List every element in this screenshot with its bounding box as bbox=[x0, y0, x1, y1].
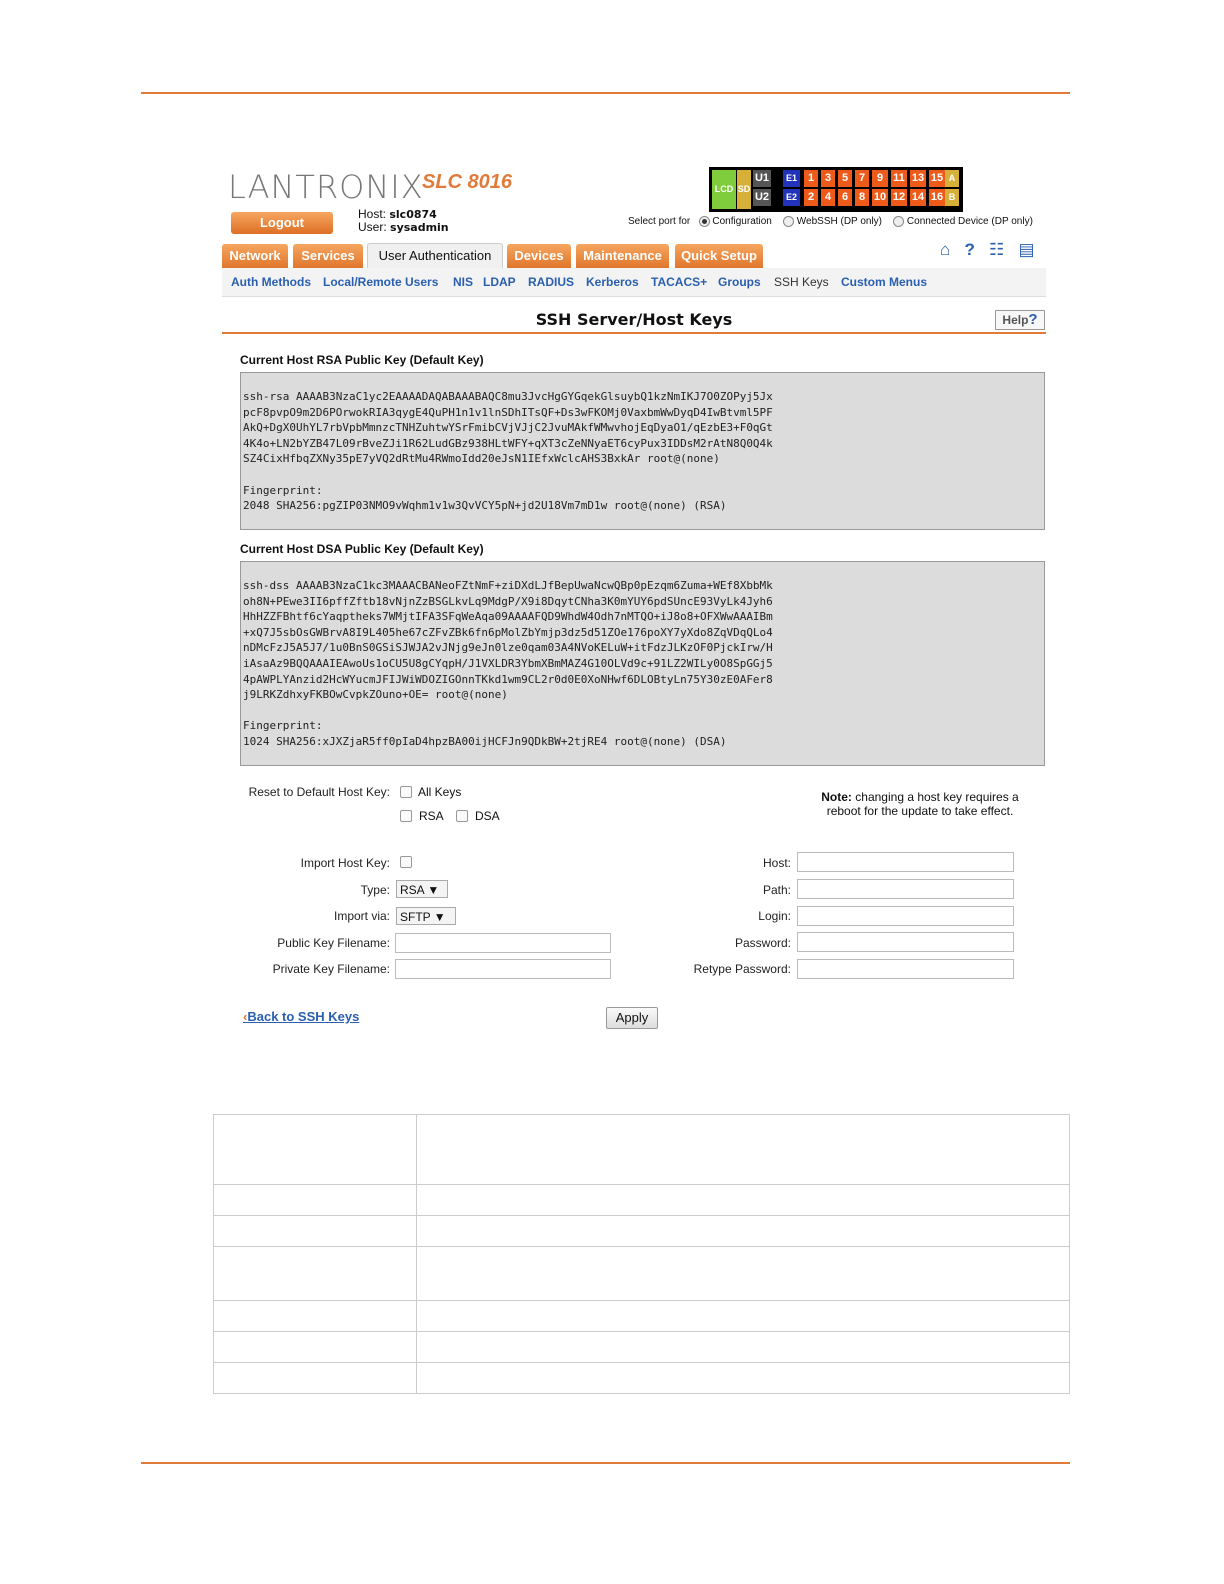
option-configuration: Configuration bbox=[712, 216, 772, 228]
question-icon: ? bbox=[1028, 311, 1038, 328]
help-button[interactable] bbox=[995, 310, 1045, 330]
public-key-filename-input[interactable] bbox=[395, 933, 611, 953]
field-description-table bbox=[213, 1114, 1070, 1394]
table-cell bbox=[417, 1115, 1070, 1185]
tab-network[interactable]: Network bbox=[222, 244, 288, 268]
private-key-filename-label: Private Key Filename: bbox=[272, 962, 390, 976]
usb-port-u1[interactable]: U1 bbox=[753, 170, 771, 187]
note-bold: Note: bbox=[821, 790, 852, 804]
import-via-value: SFTP bbox=[400, 910, 431, 924]
table-row bbox=[214, 1185, 1070, 1216]
login-label: Login: bbox=[758, 909, 791, 923]
radio-webssh[interactable] bbox=[783, 216, 794, 227]
path-input[interactable] bbox=[797, 879, 1014, 899]
serial-port-16[interactable]: 16 bbox=[929, 189, 945, 206]
tab-services[interactable]: Services bbox=[293, 244, 363, 268]
reset-label: Reset to Default Host Key: bbox=[248, 785, 390, 799]
subnav-nis[interactable]: NIS bbox=[453, 275, 474, 289]
rsa-reset-label: RSA bbox=[419, 809, 444, 823]
host-label: Host: bbox=[358, 207, 387, 221]
chevron-left-icon: ‹ bbox=[243, 1009, 248, 1024]
radio-connected-device[interactable] bbox=[893, 216, 904, 227]
table-cell bbox=[417, 1216, 1070, 1247]
host-input[interactable] bbox=[797, 852, 1014, 872]
import-via-label: Import via: bbox=[333, 909, 390, 923]
subnav-custom-menus[interactable]: Custom Menus bbox=[841, 275, 928, 289]
sitemap-icon[interactable]: ☷ bbox=[989, 240, 1005, 259]
radio-configuration[interactable] bbox=[699, 216, 710, 227]
bottom-rule bbox=[141, 1462, 1070, 1464]
table-cell bbox=[417, 1301, 1070, 1332]
help-label: Help bbox=[1002, 313, 1029, 327]
table-cell bbox=[214, 1247, 417, 1301]
subnav-groups[interactable]: Groups bbox=[718, 275, 761, 289]
path-label: Path: bbox=[762, 883, 791, 897]
import-host-key-label: Import Host Key: bbox=[300, 856, 390, 870]
model-name: SLC 8016 bbox=[422, 171, 513, 193]
eth-port-e1[interactable]: E1 bbox=[783, 170, 800, 187]
note-line1: changing a host key requires a bbox=[855, 790, 1019, 804]
title-underline bbox=[222, 332, 1046, 334]
dsa-reset-label: DSA bbox=[475, 809, 500, 823]
back-to-ssh-keys-link[interactable] bbox=[243, 1009, 359, 1024]
serial-port-11[interactable]: 11 bbox=[891, 170, 907, 187]
page-title: SSH Server/Host Keys bbox=[535, 310, 733, 329]
host-value: slc0874 bbox=[389, 208, 437, 221]
host-info bbox=[358, 208, 449, 234]
serial-port-15[interactable]: 15 bbox=[929, 170, 945, 187]
serial-port-8[interactable]: 8 bbox=[855, 189, 869, 206]
serial-port-3[interactable]: 3 bbox=[821, 170, 835, 187]
toolbar-icons bbox=[940, 240, 1035, 260]
note-line2: reboot for the update to take effect. bbox=[826, 804, 1014, 818]
serial-port-6[interactable]: 6 bbox=[838, 189, 852, 206]
serial-port-10[interactable]: 10 bbox=[872, 189, 888, 206]
option-webssh: WebSSH (DP only) bbox=[796, 216, 882, 228]
table-cell bbox=[214, 1185, 417, 1216]
display-icon[interactable]: ▤ bbox=[1018, 240, 1035, 259]
table-cell bbox=[214, 1115, 417, 1185]
host-label: Host: bbox=[762, 856, 791, 870]
serial-port-2[interactable]: 2 bbox=[804, 189, 818, 206]
private-key-filename-input[interactable] bbox=[395, 959, 611, 979]
lcd-port[interactable]: LCD bbox=[712, 170, 736, 209]
type-select[interactable] bbox=[396, 880, 448, 898]
subnav-tacacs[interactable]: TACACS+ bbox=[651, 275, 708, 289]
usb-port-u2[interactable]: U2 bbox=[753, 189, 771, 206]
sd-port[interactable]: SD bbox=[737, 170, 751, 209]
serial-port-5[interactable]: 5 bbox=[838, 170, 852, 187]
port-b[interactable]: B bbox=[945, 189, 959, 206]
retype-password-label: Retype Password: bbox=[693, 962, 791, 976]
import-host-key-checkbox[interactable] bbox=[400, 856, 412, 868]
tab-maintenance[interactable]: Maintenance bbox=[576, 244, 669, 268]
table-cell bbox=[417, 1332, 1070, 1363]
help-icon[interactable]: ? bbox=[964, 240, 975, 259]
dropdown-arrow-icon: ▼ bbox=[433, 910, 446, 924]
table-row bbox=[214, 1332, 1070, 1363]
subnav-ssh-keys[interactable]: SSH Keys bbox=[774, 275, 829, 289]
dsa-key-heading: Current Host DSA Public Key (Default Key) bbox=[240, 542, 484, 556]
table-row bbox=[214, 1247, 1070, 1301]
apply-button[interactable]: Apply bbox=[606, 1007, 658, 1029]
subnav-ldap[interactable]: LDAP bbox=[483, 275, 516, 289]
subnav-local-remote-users[interactable]: Local/Remote Users bbox=[323, 275, 439, 289]
tab-user-authentication[interactable]: User Authentication bbox=[367, 243, 503, 270]
serial-port-12[interactable]: 12 bbox=[891, 189, 907, 206]
login-input[interactable] bbox=[797, 906, 1014, 926]
serial-port-9[interactable]: 9 bbox=[872, 170, 888, 187]
back-label: Back to SSH Keys bbox=[247, 1009, 360, 1024]
home-icon[interactable]: ⌂ bbox=[940, 240, 951, 259]
all-keys-checkbox[interactable] bbox=[400, 786, 412, 798]
port-a[interactable]: A bbox=[945, 170, 959, 187]
table-cell bbox=[417, 1247, 1070, 1301]
rsa-key-heading: Current Host RSA Public Key (Default Key) bbox=[240, 353, 484, 367]
all-keys-label: All Keys bbox=[418, 785, 462, 799]
table-cell bbox=[214, 1363, 417, 1394]
user-value: sysadmin bbox=[390, 221, 449, 234]
password-label: Password: bbox=[734, 936, 791, 950]
table-row bbox=[214, 1115, 1070, 1185]
logout-button[interactable]: Logout bbox=[231, 212, 333, 234]
serial-port-13[interactable]: 13 bbox=[910, 170, 926, 187]
password-input[interactable] bbox=[797, 932, 1014, 952]
serial-port-4[interactable]: 4 bbox=[821, 189, 835, 206]
user-label: User: bbox=[358, 220, 387, 234]
rsa-key-box: ssh-rsa AAAAB3NzaC1yc2EAAAADAQABAAABAQC8mu3JvcHgGYGqekGlsuybQ1kzNmIKJ7O0ZOPyj5Jx pcF8pvpO9m2D6POrwokRIA3qygE4QuPH1n1v1lnSDhITsQF+Ds3wFKOMj0VaxbmWwDyqD4IwBtvml5PF AkQ+DgX0UhYL7rbVpbMmnzcTNHZuhtwYSrFmibCVjVJjC2JvuMAkfWMwvhojEqDyaO1/qEzbE3+F0qGt 4K4o+LN2bYZB47L09rBveZJi1R62LudGBz938HLtWFY+qXT3cZeNNyaET6cyPux3IDDsM2rAtN8Q0Q4k SZ4CixHfbqZXNy35pE7yVQ2dRtMu4RWmoIdd20eJsN1IEfxWclcAHS3BxkAr root@(none) Fingerprint: 2048 SHA256:pgZIP03NMO9vWqhm1v1w3QvVCY5pN+jd2U18Vm7mD1w root@(none) (RSA) bbox=[240, 372, 1045, 530]
lantronix-logo: LANTRONIX bbox=[228, 168, 424, 206]
retype-password-input[interactable] bbox=[797, 959, 1014, 979]
top-rule bbox=[141, 92, 1070, 94]
serial-port-1[interactable]: 1 bbox=[804, 170, 818, 187]
eth-port-e2[interactable]: E2 bbox=[783, 189, 800, 206]
note-text bbox=[790, 790, 1050, 818]
subnav-auth-methods[interactable]: Auth Methods bbox=[231, 275, 311, 289]
table-row bbox=[214, 1301, 1070, 1332]
option-connected-device: Connected Device (DP only) bbox=[906, 216, 1033, 228]
table-cell bbox=[417, 1363, 1070, 1394]
table-cell bbox=[417, 1185, 1070, 1216]
tab-quick-setup[interactable]: Quick Setup bbox=[675, 244, 763, 268]
select-port-label: Select port for bbox=[628, 216, 691, 228]
public-key-filename-label: Public Key Filename: bbox=[277, 936, 390, 950]
port-status-panel bbox=[709, 167, 963, 212]
dsa-key-box: ssh-dss AAAAB3NzaC1kc3MAAACBANeoFZtNmF+ziDXdLJfBepUwaNcwQBp0pEzqm6Zuma+WEf8XbbMk oh8N+PEwe3II6pffZftb18vNjnZzBSGLkvLq9MdgP/X9i8DqytCNha3K0mYUY6pdSUncE93VyLk4Jyh6 HhHZZFBhtf6cYaqptheks7WMjtIFA3SFqWeAqa09AAAAFQD9WhdW4Odh7nMTQO+iJ8o8+OFXWwAAAIBm +xQ7J5sbOsGWBrvA8I9L405he67cZFvZBk6fn6pMolZbYmjp3dz5d51ZOe176poXY7yXdo8ZqVDqQLo4 nDMcFzJ5A5J7/1u0BnS0GSiSJWJA2vJNjg9eJn0lze0qam03A4NVoKELuW+itFdzJLKzOF0PjckIrw/H iAsaAz9BQQAAAIEAwoUs1oCU5U8gCYqpH/J1VXLDR3YbmXBmMAZ4G10OLVd9c+91LZ2WILy0O8SpGGj5 4pAWPLYAnzid2HcWYucmJFIJWiWDOZIGOnnTKkd1wm9CL2r0d0E0XoNHwf6DLOBtyLn75Y30zE0AFer8 j9LRKZdhxyFKBOwCvpkZOuno+OE= root@(none) Fingerprint: 1024 SHA256:xJXZjaR5ff0pIaD4hpzBA00ijHCFJn9QDkBW+2tjRE4 root@(none) (DSA) bbox=[240, 561, 1045, 766]
dropdown-arrow-icon: ▼ bbox=[427, 883, 440, 897]
dsa-reset-checkbox[interactable] bbox=[456, 810, 468, 822]
subnav-kerberos[interactable]: Kerberos bbox=[586, 275, 639, 289]
table-cell bbox=[214, 1301, 417, 1332]
tab-devices[interactable]: Devices bbox=[507, 244, 571, 268]
type-value: RSA bbox=[400, 883, 425, 897]
table-row bbox=[214, 1216, 1070, 1247]
select-port-for bbox=[628, 216, 1033, 227]
subnav-radius[interactable]: RADIUS bbox=[528, 275, 575, 289]
rsa-reset-checkbox[interactable] bbox=[400, 810, 412, 822]
table-cell bbox=[214, 1332, 417, 1363]
table-cell bbox=[214, 1216, 417, 1247]
serial-port-14[interactable]: 14 bbox=[910, 189, 926, 206]
serial-port-7[interactable]: 7 bbox=[855, 170, 869, 187]
table-row bbox=[214, 1363, 1070, 1394]
import-via-select[interactable] bbox=[396, 907, 456, 925]
type-label: Type: bbox=[360, 883, 390, 897]
